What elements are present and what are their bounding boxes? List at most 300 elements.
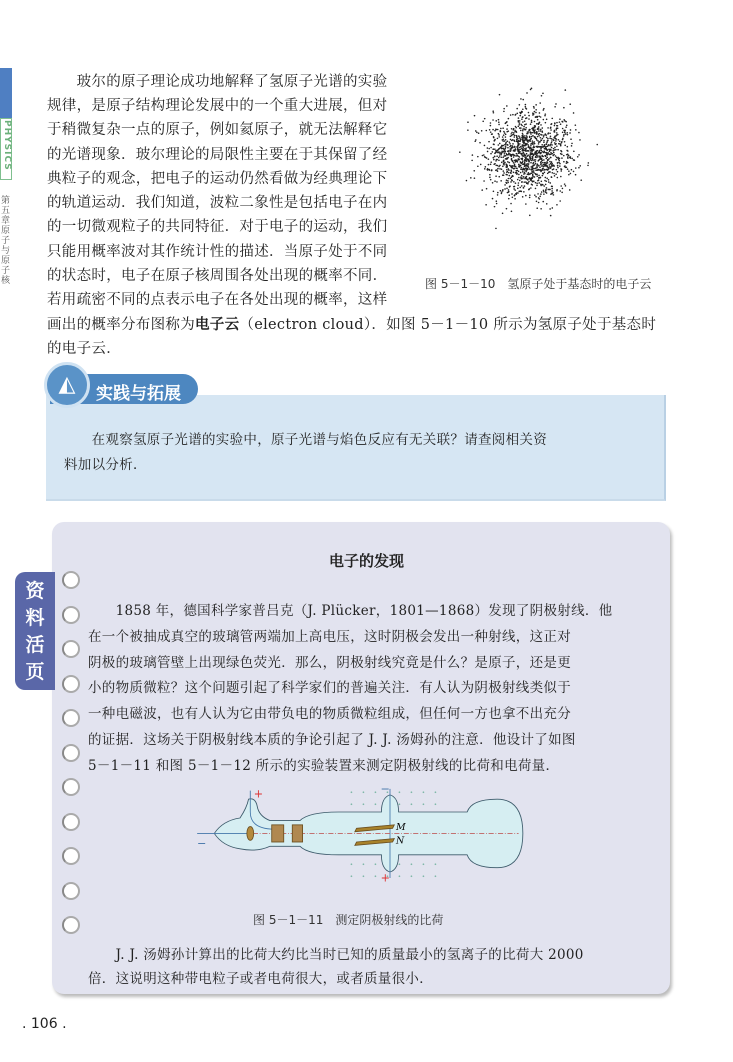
cloud-dot <box>561 154 563 156</box>
cloud-dot <box>537 146 539 148</box>
cloud-dot <box>485 166 487 168</box>
cloud-dot <box>522 99 524 101</box>
cloud-dot <box>519 104 521 106</box>
cloud-dot <box>531 184 533 186</box>
cathode <box>247 827 254 841</box>
cloud-dot <box>536 185 538 187</box>
cloud-dot <box>493 112 495 114</box>
cloud-dot <box>512 175 514 177</box>
cloud-dot <box>566 167 568 169</box>
cloud-dot <box>507 192 509 194</box>
cloud-dot <box>484 145 486 147</box>
cloud-dot <box>476 132 478 134</box>
cloud-dot <box>513 132 515 134</box>
cloud-dot <box>495 129 497 131</box>
cloud-dot <box>540 130 542 132</box>
cloud-dot <box>510 139 512 141</box>
cloud-dot <box>522 178 524 180</box>
cloud-dot <box>562 132 564 134</box>
cloud-dot <box>533 155 535 157</box>
cloud-dot <box>549 171 551 173</box>
cloud-dot <box>546 118 548 120</box>
cloud-dot <box>532 156 534 158</box>
cloud-dot <box>538 115 540 117</box>
cloud-dot <box>548 181 550 183</box>
cloud-dot <box>540 124 542 126</box>
cloud-dot <box>502 213 504 215</box>
cloud-dot <box>493 136 495 138</box>
cloud-dot <box>532 176 534 178</box>
field-dot <box>435 803 437 805</box>
cloud-dot <box>521 167 523 169</box>
cloud-dot <box>564 144 566 146</box>
cloud-dot <box>529 137 531 139</box>
cloud-dot <box>496 155 498 157</box>
body-line: 只能用概率波对其作统计性的描述．当原子处于不同 <box>47 244 388 260</box>
label-plus-anode: + <box>253 787 264 801</box>
cloud-dot <box>489 177 491 179</box>
cloud-dot <box>500 128 502 130</box>
cloud-dot <box>516 141 518 143</box>
cloud-dot <box>535 157 537 159</box>
cloud-dot <box>526 150 528 152</box>
cloud-dot <box>522 171 524 173</box>
cloud-dot <box>551 118 553 120</box>
cloud-dot <box>511 165 513 167</box>
cloud-dot <box>549 166 551 168</box>
cloud-dot <box>490 153 492 155</box>
cloud-dot <box>532 181 534 183</box>
cloud-dot <box>507 140 509 142</box>
cloud-dot <box>522 130 524 132</box>
cloud-dot <box>510 169 512 171</box>
cloud-dot <box>507 130 509 132</box>
cloud-dot <box>499 155 501 157</box>
info-line: 一种电磁波，也有人认为它由带负电的物质微粒组成，但任何一方也拿不出充分 <box>88 706 571 722</box>
cloud-dot <box>528 160 530 162</box>
practice-title: 实践与拓展 <box>96 384 181 404</box>
cloud-dot <box>527 165 529 167</box>
cloud-dot <box>523 169 525 171</box>
cloud-dot <box>556 128 558 130</box>
cloud-dot <box>503 108 505 110</box>
cloud-dot <box>535 196 537 198</box>
cloud-dot <box>485 130 487 132</box>
cloud-dot <box>518 177 520 179</box>
cloud-dot <box>527 131 529 133</box>
cloud-dot <box>516 113 518 115</box>
cloud-dot <box>561 157 563 159</box>
cloud-dot <box>479 142 481 144</box>
cloud-dot <box>531 178 533 180</box>
cloud-dot <box>546 187 548 189</box>
cloud-dot <box>524 163 526 165</box>
cloud-dot <box>511 167 513 169</box>
cloud-dot <box>506 171 508 173</box>
cloud-dot <box>486 188 488 190</box>
cloud-dot <box>524 124 526 126</box>
cloud-dot <box>564 141 566 143</box>
cloud-dot <box>481 130 483 132</box>
cloud-dot <box>535 163 537 165</box>
cloud-dot <box>480 164 482 166</box>
cloud-dot <box>470 177 472 179</box>
cloud-dot <box>522 160 524 162</box>
cloud-dot <box>547 173 549 175</box>
cloud-dot <box>562 121 564 123</box>
cloud-dot <box>543 134 545 136</box>
cloud-dot <box>543 185 545 187</box>
cloud-dot <box>487 169 489 171</box>
field-dot <box>375 803 377 805</box>
cloud-dot <box>466 180 468 182</box>
cloud-dot <box>560 176 562 178</box>
cloud-dot <box>557 165 559 167</box>
cloud-dot <box>488 164 490 166</box>
cloud-dot <box>492 198 494 200</box>
cloud-dot <box>520 165 522 167</box>
info-line: 小的物质微粒？这个问题引起了科学家们的普遍关注．有人认为阴极射线类似于 <box>88 680 571 696</box>
cloud-dot <box>547 140 549 142</box>
cloud-dot <box>534 143 536 145</box>
field-dot <box>399 803 401 805</box>
field-dot <box>435 863 437 865</box>
cloud-dot <box>498 133 500 135</box>
cloud-dot <box>522 196 524 198</box>
binder-ring <box>62 744 80 762</box>
info-tab-label: 资料活页 <box>25 580 45 683</box>
cloud-dot <box>538 130 540 132</box>
cloud-dot <box>563 107 565 109</box>
cloud-dot <box>523 173 525 175</box>
cloud-dot <box>535 109 537 111</box>
cloud-dot <box>524 139 526 141</box>
cloud-dot <box>537 116 539 118</box>
cloud-dot <box>537 193 539 195</box>
cloud-dot <box>500 190 502 192</box>
cloud-dot <box>506 174 508 176</box>
cloud-dot <box>540 163 542 165</box>
cloud-dot <box>526 168 528 170</box>
cloud-dot <box>503 134 505 136</box>
cloud-dot <box>553 165 555 167</box>
cloud-dot <box>573 150 575 152</box>
cloud-dot <box>555 103 557 105</box>
text: （electron cloud）．如图 5－1－10 所示为氢原子处于基态时 <box>239 317 657 333</box>
cloud-dot <box>515 182 517 184</box>
cloud-dot <box>556 190 558 192</box>
cloud-dot <box>521 159 523 161</box>
cloud-dot <box>529 140 531 142</box>
field-dot <box>411 803 413 805</box>
cloud-dot <box>523 187 525 189</box>
cloud-dot <box>528 172 530 174</box>
cloud-dot <box>559 163 561 165</box>
cloud-dot <box>519 112 521 114</box>
cloud-dot <box>560 150 562 152</box>
cloud-dot <box>540 184 542 186</box>
cloud-dot <box>538 197 540 199</box>
cloud-dot <box>527 174 529 176</box>
cloud-dot <box>526 169 528 171</box>
cloud-dot <box>551 186 553 188</box>
cloud-dot <box>534 161 536 163</box>
cloud-dot <box>540 116 542 118</box>
cloud-dot <box>562 128 564 130</box>
cloud-dot <box>570 138 572 140</box>
cloud-dot <box>499 143 501 145</box>
practice-line: 料加以分析． <box>64 457 147 473</box>
info-line: 的证据．这场关于阴极射线本质的争论引起了 J. J. 汤姆孙的注意．他设计了如图 <box>88 732 576 748</box>
cloud-dot <box>560 123 562 125</box>
cloud-dot <box>526 137 528 139</box>
cloud-dot <box>508 194 510 196</box>
cloud-dot <box>528 174 530 176</box>
cloud-dot <box>493 190 495 192</box>
cloud-dot <box>563 119 565 121</box>
cloud-dot <box>546 169 548 171</box>
cloud-dot <box>496 159 498 161</box>
cloud-dot <box>512 147 514 149</box>
cloud-dot <box>514 161 516 163</box>
cloud-dot <box>556 169 558 171</box>
cloud-dot <box>512 134 514 136</box>
cloud-dot <box>550 124 552 126</box>
cloud-dot <box>488 158 490 160</box>
cloud-dot <box>523 155 525 157</box>
cloud-dot <box>556 132 558 134</box>
cloud-dot <box>552 150 554 152</box>
cloud-dot <box>525 203 527 205</box>
cloud-dot <box>543 193 545 195</box>
cloud-dot <box>558 160 560 162</box>
cloud-dot <box>513 154 515 156</box>
cloud-dot <box>517 188 519 190</box>
cloud-dot <box>531 172 533 174</box>
cloud-dot <box>518 159 520 161</box>
binder-ring <box>62 675 80 693</box>
cloud-dot <box>546 142 548 144</box>
cloud-dot <box>533 170 535 172</box>
binder-ring <box>62 813 80 831</box>
cloud-dot <box>526 178 528 180</box>
field-dot <box>351 863 353 865</box>
cloud-dot <box>495 175 497 177</box>
cloud-dot <box>522 121 524 123</box>
cloud-dot <box>542 156 544 158</box>
cloud-dot <box>530 133 532 135</box>
cloud-dot <box>535 182 537 184</box>
cloud-dot <box>557 167 559 169</box>
binder-ring <box>62 640 80 658</box>
cloud-dot <box>520 153 522 155</box>
cloud-dot <box>501 168 503 170</box>
cloud-dot <box>506 164 508 166</box>
cloud-dot <box>563 155 565 157</box>
cloud-dot <box>508 168 510 170</box>
cloud-dot <box>498 148 500 150</box>
cloud-dot <box>520 130 522 132</box>
cloud-dot <box>506 105 508 107</box>
cloud-dot <box>522 108 524 110</box>
cloud-dot <box>535 169 537 171</box>
cloud-dot <box>515 114 517 116</box>
cloud-dot <box>577 156 579 158</box>
cloud-dot <box>526 143 528 145</box>
cloud-dot <box>511 132 513 134</box>
cloud-dot <box>520 190 522 192</box>
cloud-dot <box>496 203 498 205</box>
cloud-dot <box>540 148 542 150</box>
cloud-dot <box>537 169 539 171</box>
field-dot <box>363 875 365 877</box>
cloud-dot <box>533 130 535 132</box>
cloud-dot <box>549 208 551 210</box>
cloud-dot <box>554 131 556 133</box>
cloud-dot <box>499 94 501 96</box>
cloud-dot <box>578 154 580 156</box>
field-dot <box>363 791 365 793</box>
cloud-dot <box>532 167 534 169</box>
cloud-dot <box>502 165 504 167</box>
cloud-dot <box>541 180 543 182</box>
cloud-dot <box>520 124 522 126</box>
cloud-dot <box>533 141 535 143</box>
cloud-dot <box>562 188 564 190</box>
cloud-dot <box>519 143 521 145</box>
cloud-dot <box>519 187 521 189</box>
field-dot <box>375 791 377 793</box>
cloud-dot <box>565 121 567 123</box>
cloud-dot <box>551 142 553 144</box>
cloud-dot <box>513 168 515 170</box>
cloud-dot <box>534 136 536 138</box>
cloud-dot <box>493 148 495 150</box>
cloud-dot <box>547 159 549 161</box>
cloud-dot <box>539 150 541 152</box>
cloud-dot <box>498 136 500 138</box>
cloud-dot <box>527 155 529 157</box>
cloud-dot <box>528 118 530 120</box>
cloud-dot <box>549 145 551 147</box>
cloud-dot <box>533 180 535 182</box>
cloud-dot <box>575 174 577 176</box>
cloud-dot <box>542 168 544 170</box>
cloud-dot <box>494 206 496 208</box>
cloud-dot <box>553 194 555 196</box>
cloud-dot <box>567 168 569 170</box>
binder-ring <box>62 882 80 900</box>
field-dot <box>375 863 377 865</box>
cloud-dot <box>553 168 555 170</box>
cloud-dot <box>500 180 502 182</box>
binder-ring <box>62 847 80 865</box>
cloud-dot <box>511 193 513 195</box>
cloud-dot <box>545 184 547 186</box>
cloud-dot <box>529 129 531 131</box>
cloud-dot <box>541 191 543 193</box>
cloud-dot <box>543 119 545 121</box>
cloud-dot <box>550 149 552 151</box>
cloud-dot <box>532 158 534 160</box>
cloud-dot <box>538 128 540 130</box>
cloud-dot <box>569 132 571 134</box>
cloud-dot <box>534 194 536 196</box>
cloud-dot <box>565 133 567 135</box>
cloud-dot <box>492 157 494 159</box>
cloud-dot <box>501 193 503 195</box>
cloud-dot <box>531 160 533 162</box>
cloud-dot <box>497 144 499 146</box>
cloud-dot <box>546 177 548 179</box>
cloud-dot <box>495 160 497 162</box>
cloud-dot <box>520 139 522 141</box>
cloud-dot <box>508 172 510 174</box>
cloud-dot <box>534 164 536 166</box>
cloud-dot <box>544 152 546 154</box>
cloud-dot <box>554 175 556 177</box>
cloud-dot <box>559 165 561 167</box>
cloud-dot <box>483 154 485 156</box>
cloud-dot <box>553 173 555 175</box>
cloud-dot <box>538 165 540 167</box>
cloud-dot <box>541 158 543 160</box>
cloud-dot <box>515 126 517 128</box>
cloud-dot <box>539 169 541 171</box>
cloud-dot <box>554 122 556 124</box>
cloud-dot <box>555 149 557 151</box>
cloud-dot <box>567 156 569 158</box>
cloud-dot <box>553 137 555 139</box>
cloud-dot <box>517 126 519 128</box>
cloud-dot <box>511 210 513 212</box>
cloud-dot <box>551 207 553 209</box>
cloud-dot <box>491 133 493 135</box>
body-line: 的电子云． <box>47 341 121 357</box>
cloud-dot <box>511 128 513 130</box>
field-dot <box>399 875 401 877</box>
cloud-dot <box>532 128 534 130</box>
cloud-dot <box>517 179 519 181</box>
cloud-dot <box>554 106 556 108</box>
field-dot <box>375 875 377 877</box>
body-line: 典粒子的观念，把电子的运动仍然看做为经典理论下 <box>47 171 388 187</box>
cloud-dot <box>520 98 522 100</box>
cloud-dot <box>549 164 551 166</box>
field-dot <box>399 791 401 793</box>
cloud-dot <box>557 157 559 159</box>
cloud-dot <box>551 144 553 146</box>
cloud-dot <box>527 163 529 165</box>
cloud-dot <box>535 112 537 114</box>
cloud-dot <box>497 129 499 131</box>
cloud-dot <box>531 152 533 154</box>
cloud-dot <box>555 159 557 161</box>
cloud-dot <box>510 172 512 174</box>
cloud-dot <box>505 136 507 138</box>
cloud-dot <box>488 169 490 171</box>
cloud-dot <box>510 203 512 205</box>
cloud-dot <box>545 180 547 182</box>
cloud-dot <box>520 146 522 148</box>
cloud-dot <box>502 145 504 147</box>
cloud-dot <box>474 177 476 179</box>
cloud-dot <box>519 115 521 117</box>
anode-2 <box>292 825 302 842</box>
cloud-dot <box>566 154 568 156</box>
cloud-dot <box>488 141 490 143</box>
cloud-dot <box>536 175 538 177</box>
